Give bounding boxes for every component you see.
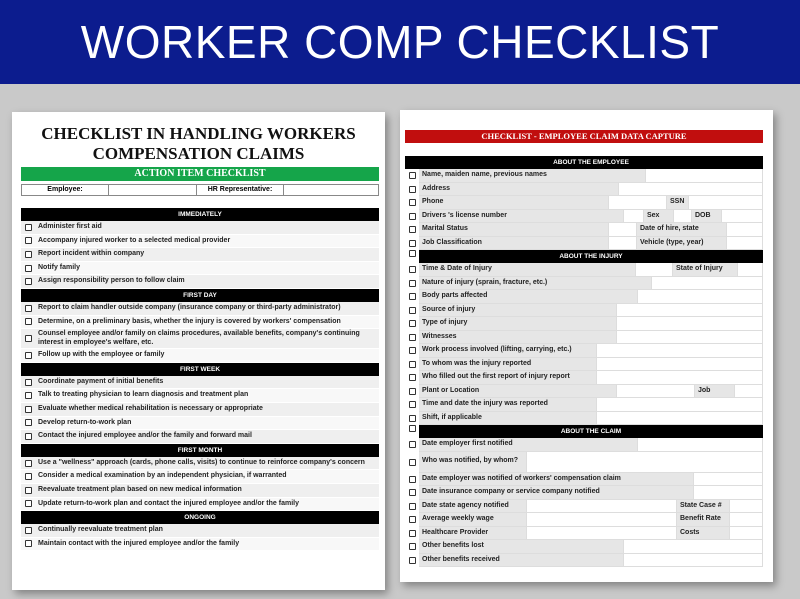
checkbox-box[interactable] <box>409 347 416 354</box>
field-label: Date insurance company or service company notified <box>419 486 694 500</box>
checkbox-box[interactable] <box>409 516 416 523</box>
checklist-item[interactable] <box>21 235 379 249</box>
employee-hr-row <box>21 184 379 196</box>
field-label: Address <box>419 183 619 197</box>
checkbox-box[interactable] <box>409 425 416 432</box>
checkbox-box[interactable] <box>409 388 416 395</box>
field-label: Marital Status <box>419 223 609 237</box>
field-label: Body parts affected <box>419 290 638 304</box>
checkbox-box[interactable] <box>25 473 32 480</box>
input-field[interactable] <box>652 277 763 291</box>
form-row <box>405 554 763 568</box>
checkbox-box[interactable] <box>25 251 32 258</box>
form-row <box>405 540 763 554</box>
checkbox-box[interactable] <box>409 307 416 314</box>
checkbox[interactable] <box>21 473 35 480</box>
checkbox[interactable] <box>405 473 419 487</box>
checkbox-box[interactable] <box>409 530 416 537</box>
checkbox-box[interactable] <box>409 557 416 564</box>
checkbox-box[interactable] <box>409 401 416 408</box>
input-field[interactable] <box>727 223 763 237</box>
section-header: IMMEDIATELY <box>21 208 379 221</box>
checklist-item-label: Contact the injured employee and/or the family and forward mail <box>38 432 252 440</box>
input-field[interactable] <box>735 385 763 399</box>
checkbox-box[interactable] <box>409 172 416 179</box>
field-label: Shift, if applicable <box>419 412 597 426</box>
input-field[interactable] <box>624 554 763 568</box>
checkbox-box[interactable] <box>409 293 416 300</box>
checkbox[interactable] <box>21 335 35 342</box>
checklist-item[interactable] <box>21 538 379 552</box>
checkbox-box[interactable] <box>409 334 416 341</box>
input-field[interactable] <box>638 290 763 304</box>
form-row <box>405 169 763 183</box>
claim-data-form <box>405 156 763 567</box>
checklist-item[interactable] <box>21 316 379 330</box>
checkbox-box[interactable] <box>25 318 32 325</box>
input-field[interactable] <box>624 540 763 554</box>
field-label: DOB <box>692 210 722 224</box>
input-field[interactable] <box>609 237 637 251</box>
field-label: Who filled out the first report of injury report <box>419 371 597 385</box>
checkbox[interactable] <box>405 290 419 304</box>
section-header: ONGOING <box>21 511 379 524</box>
form-row <box>405 452 763 473</box>
checklist-item-label: Follow up with the employee or family <box>38 351 165 359</box>
checkbox-box[interactable] <box>409 266 416 273</box>
checklist-item-label: Update return-to-work plan and contact the injured employee and/or the family <box>38 499 299 507</box>
input-field[interactable] <box>597 344 763 358</box>
checklist-item-label: Accompany injured worker to a selected medical provider <box>38 236 231 244</box>
section-header: FIRST DAY <box>21 289 379 302</box>
checkbox[interactable] <box>405 304 419 318</box>
checkbox-box[interactable] <box>409 441 416 448</box>
checkbox-box[interactable] <box>409 240 416 247</box>
checkbox[interactable] <box>405 183 419 197</box>
action-item-checklist-page <box>12 112 385 590</box>
checklist-item[interactable] <box>21 275 379 289</box>
checkbox[interactable] <box>405 237 419 251</box>
checkbox-box[interactable] <box>25 540 32 547</box>
form-row <box>405 527 763 541</box>
checklist-item[interactable] <box>21 221 379 235</box>
checklist-item[interactable] <box>21 389 379 403</box>
checkbox-box[interactable] <box>25 406 32 413</box>
field-label: Job <box>695 385 735 399</box>
checkbox[interactable] <box>405 398 419 412</box>
page-title-line1: CHECKLIST IN HANDLING WORKERS <box>41 124 356 143</box>
input-field[interactable] <box>609 223 637 237</box>
checkbox[interactable] <box>21 392 35 399</box>
field-label: SSN <box>667 196 689 210</box>
input-field[interactable] <box>597 398 763 412</box>
checklist-item-label: Notify family <box>38 263 81 271</box>
checkbox-box[interactable] <box>25 237 32 244</box>
checkbox[interactable] <box>405 210 419 224</box>
hr-representative-label: HR Representative: <box>197 185 284 195</box>
field-label: Date state agency notified <box>419 500 527 514</box>
employee-label: Employee: <box>22 185 109 195</box>
checklist-item-label: Consider a medical examination by an independent physician, if warranted <box>38 472 287 480</box>
checkbox[interactable] <box>405 331 419 345</box>
checklist-item[interactable] <box>21 524 379 538</box>
checklist-item[interactable] <box>21 457 379 471</box>
checkbox[interactable] <box>21 433 35 440</box>
checkbox[interactable] <box>21 224 35 231</box>
input-field[interactable] <box>617 331 763 345</box>
checklist-item[interactable] <box>21 376 379 390</box>
checkbox-box[interactable] <box>25 352 32 359</box>
employee-field[interactable] <box>109 185 197 195</box>
checklist-item[interactable] <box>21 262 379 276</box>
checklist-item-label: Develop return-to-work plan <box>38 418 132 426</box>
input-field[interactable] <box>730 500 763 514</box>
checklist-item-label: Maintain contact with the injured employee and/or the family <box>38 539 240 547</box>
checklist-item[interactable] <box>21 403 379 417</box>
section-items <box>21 221 379 289</box>
action-item-checklist-banner: ACTION ITEM CHECKLIST <box>21 167 379 181</box>
form-row <box>405 183 763 197</box>
checklist-item[interactable] <box>21 302 379 316</box>
section-header-row <box>405 156 763 169</box>
input-field[interactable] <box>597 371 763 385</box>
field-label: Who was notified, by whom? <box>419 452 527 473</box>
checkbox[interactable] <box>405 263 419 277</box>
field-label: Healthcare Provider <box>419 527 527 541</box>
form-row <box>405 317 763 331</box>
checkbox[interactable] <box>405 277 419 291</box>
checklist-item[interactable] <box>21 329 379 349</box>
checkbox[interactable] <box>21 379 35 386</box>
input-field[interactable] <box>617 385 695 399</box>
section-items <box>21 457 379 511</box>
form-row <box>405 486 763 500</box>
checklist-item[interactable] <box>21 248 379 262</box>
checkbox-box[interactable] <box>25 460 32 467</box>
field-label: Witnesses <box>419 331 617 345</box>
field-label: Type of injury <box>419 317 617 331</box>
field-label: Name, maiden name, previous names <box>419 169 646 183</box>
field-label: Costs <box>677 527 730 541</box>
field-label: Work process involved (lifting, carrying, etc.) <box>419 344 597 358</box>
checkbox[interactable] <box>405 425 419 438</box>
input-field[interactable] <box>609 196 667 210</box>
form-row <box>405 500 763 514</box>
input-field[interactable] <box>694 486 763 500</box>
checkbox[interactable] <box>405 317 419 331</box>
field-label: Time & Date of Injury <box>419 263 636 277</box>
form-row <box>405 513 763 527</box>
action-checklist <box>21 208 379 551</box>
field-label: Drivers 's license number <box>419 210 624 224</box>
checkbox-box[interactable] <box>25 527 32 534</box>
checklist-item[interactable] <box>21 417 379 431</box>
input-field[interactable] <box>646 169 763 183</box>
form-row <box>405 210 763 224</box>
checkbox-box[interactable] <box>409 226 416 233</box>
checkbox-box[interactable] <box>409 361 416 368</box>
checkbox-box[interactable] <box>25 487 32 494</box>
checkbox[interactable] <box>21 278 35 285</box>
input-field[interactable] <box>722 210 763 224</box>
form-row <box>405 196 763 210</box>
checkbox[interactable] <box>21 265 35 272</box>
checkbox-box[interactable] <box>409 280 416 287</box>
checkbox[interactable] <box>21 487 35 494</box>
checkbox[interactable] <box>405 486 419 500</box>
field-label: State of Injury <box>673 263 738 277</box>
checkbox-box[interactable] <box>25 419 32 426</box>
checkbox[interactable] <box>405 371 419 385</box>
input-field[interactable] <box>527 452 763 473</box>
checkbox-box[interactable] <box>409 320 416 327</box>
field-label: State Case # <box>677 500 730 514</box>
banner-title: WORKER COMP CHECKLIST <box>0 0 800 84</box>
input-field[interactable] <box>527 500 677 514</box>
checkbox-box[interactable] <box>25 433 32 440</box>
checkbox-spacer <box>405 156 419 169</box>
checkbox-box[interactable] <box>409 476 416 483</box>
input-field[interactable] <box>730 527 763 541</box>
checklist-item-label: Evaluate whether medical rehabilitation is necessary or appropriate <box>38 404 263 412</box>
input-field[interactable] <box>624 210 644 224</box>
field-label: Job Classification <box>419 237 609 251</box>
field-label: Phone <box>419 196 609 210</box>
checklist-item-label: Counsel employee and/or family on claims procedures, available benefits, company's continuing interest in employee's welfare, etc. <box>38 330 360 346</box>
checkbox[interactable] <box>21 419 35 426</box>
input-field[interactable] <box>638 438 763 452</box>
checklist-item-label: Administer first aid <box>38 223 102 231</box>
form-row <box>405 398 763 412</box>
field-label: To whom was the injury reported <box>419 358 597 372</box>
input-field[interactable] <box>597 358 763 372</box>
field-label: Time and date the injury was reported <box>419 398 597 412</box>
field-label: Sex <box>644 210 674 224</box>
section-header-row <box>405 250 763 263</box>
input-field[interactable] <box>617 304 763 318</box>
field-label: Vehicle (type, year) <box>637 237 727 251</box>
checkbox-box[interactable] <box>25 278 32 285</box>
checkbox-box[interactable] <box>409 199 416 206</box>
checkbox[interactable] <box>405 540 419 554</box>
section-header: FIRST WEEK <box>21 363 379 376</box>
input-field[interactable] <box>727 237 763 251</box>
checkbox-box[interactable] <box>25 379 32 386</box>
checkbox[interactable] <box>21 318 35 325</box>
field-label: Average weekly wage <box>419 513 527 527</box>
input-field[interactable] <box>738 263 763 277</box>
field-label: Plant or Location <box>419 385 617 399</box>
checkbox[interactable] <box>405 500 419 514</box>
checklist-item-label: Continually reevaluate treatment plan <box>38 526 163 534</box>
input-field[interactable] <box>689 196 763 210</box>
checkbox[interactable] <box>21 540 35 547</box>
checkbox[interactable] <box>405 169 419 183</box>
checkbox[interactable] <box>21 352 35 359</box>
form-row <box>405 263 763 277</box>
form-row <box>405 344 763 358</box>
checklist-item[interactable] <box>21 470 379 484</box>
section-items <box>21 302 379 363</box>
checklist-item-label: Talk to treating physician to learn diagnosis and treatment plan <box>38 391 249 399</box>
checkbox[interactable] <box>405 438 419 452</box>
form-row <box>405 385 763 399</box>
checkbox[interactable] <box>21 237 35 244</box>
section-header: FIRST MONTH <box>21 444 379 457</box>
checklist-item[interactable] <box>21 484 379 498</box>
checklist-item[interactable] <box>21 430 379 444</box>
checkbox[interactable] <box>405 554 419 568</box>
checkbox[interactable] <box>405 412 419 426</box>
checkbox-box[interactable] <box>409 543 416 550</box>
form-row <box>405 371 763 385</box>
checkbox[interactable] <box>405 385 419 399</box>
input-field[interactable] <box>730 513 763 527</box>
checkbox-box[interactable] <box>25 335 32 342</box>
page-title-line2: COMPENSATION CLAIMS <box>92 144 305 163</box>
form-row <box>405 237 763 251</box>
input-field[interactable] <box>527 513 677 527</box>
field-label: Source of injury <box>419 304 617 318</box>
checkbox[interactable] <box>405 223 419 237</box>
checkbox[interactable] <box>405 196 419 210</box>
form-row <box>405 304 763 318</box>
input-field[interactable] <box>674 210 692 224</box>
checkbox-box[interactable] <box>25 305 32 312</box>
checkbox[interactable] <box>405 358 419 372</box>
hr-representative-field[interactable] <box>284 185 378 195</box>
checkbox-box[interactable] <box>25 265 32 272</box>
checkbox-box[interactable] <box>409 503 416 510</box>
checklist-item-label: Report incident within company <box>38 250 145 258</box>
form-row <box>405 277 763 291</box>
field-label: Benefit Rate <box>677 513 730 527</box>
form-row <box>405 331 763 345</box>
input-field[interactable] <box>527 527 677 541</box>
field-label: Date of hire, state <box>637 223 727 237</box>
checkbox-box[interactable] <box>409 250 416 257</box>
checkbox-box[interactable] <box>25 224 32 231</box>
input-field[interactable] <box>636 263 673 277</box>
claim-data-capture-page <box>400 110 773 582</box>
checkbox[interactable] <box>21 527 35 534</box>
checkbox-box[interactable] <box>409 213 416 220</box>
checklist-item-label: Reevaluate treatment plan based on new medical information <box>38 485 242 493</box>
claim-data-capture-banner: CHECKLIST - EMPLOYEE CLAIM DATA CAPTURE <box>405 130 763 143</box>
checkbox[interactable] <box>405 513 419 527</box>
checkbox[interactable] <box>21 460 35 467</box>
checklist-item-label: Report to claim handler outside company (insurance company or third-party administrator) <box>38 304 341 312</box>
checkbox[interactable] <box>405 527 419 541</box>
checkbox[interactable] <box>21 406 35 413</box>
checkbox-box[interactable] <box>409 459 416 466</box>
checklist-item-label: Determine, on a preliminary basis, whether the injury is covered by workers' compensation <box>38 317 341 325</box>
section-header-row <box>405 425 763 438</box>
checkbox[interactable] <box>21 305 35 312</box>
checkbox[interactable] <box>405 452 419 473</box>
checkbox-box[interactable] <box>409 415 416 422</box>
checkbox[interactable] <box>21 500 35 507</box>
field-label: Other benefits received <box>419 554 624 568</box>
checkbox-box[interactable] <box>409 374 416 381</box>
checklist-item[interactable] <box>21 349 379 363</box>
input-field[interactable] <box>617 317 763 331</box>
section-header: ABOUT THE EMPLOYEE <box>419 156 763 169</box>
section-items <box>21 524 379 551</box>
field-label: Date employer was notified of workers' compensation claim <box>419 473 694 487</box>
checklist-item-label: Use a "wellness" approach (cards, phone calls, visits) to continue to reinforce company's concern <box>38 458 365 466</box>
checkbox[interactable] <box>405 344 419 358</box>
checkbox-box[interactable] <box>25 392 32 399</box>
checkbox-box[interactable] <box>409 186 416 193</box>
field-label: Date employer first notified <box>419 438 638 452</box>
field-label: Nature of injury (sprain, fracture, etc.) <box>419 277 652 291</box>
checkbox[interactable] <box>21 251 35 258</box>
form-row <box>405 473 763 487</box>
input-field[interactable] <box>619 183 763 197</box>
form-row <box>405 223 763 237</box>
form-row <box>405 358 763 372</box>
input-field[interactable] <box>597 412 763 426</box>
checklist-item-label: Coordinate payment of initial benefits <box>38 377 164 385</box>
section-header: ABOUT THE CLAIM <box>419 425 763 438</box>
section-items <box>21 376 379 444</box>
form-row <box>405 412 763 426</box>
input-field[interactable] <box>694 473 763 487</box>
checklist-item-label: Assign responsibility person to follow claim <box>38 277 185 285</box>
form-row <box>405 290 763 304</box>
checkbox-box[interactable] <box>409 489 416 496</box>
field-label: Other benefits lost <box>419 540 624 554</box>
section-header: ABOUT THE INJURY <box>419 250 763 263</box>
form-row <box>405 438 763 452</box>
checklist-item[interactable] <box>21 498 379 512</box>
checkbox-box[interactable] <box>25 500 32 507</box>
checkbox[interactable] <box>405 250 419 263</box>
